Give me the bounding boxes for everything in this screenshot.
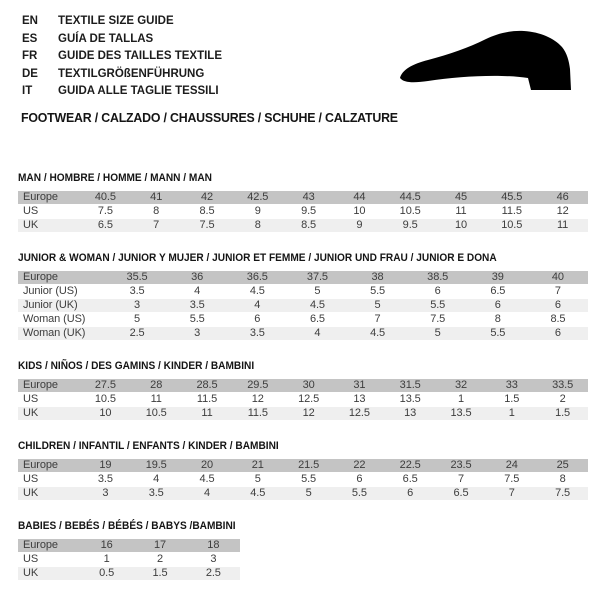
size-cell: 46 xyxy=(537,191,588,205)
size-cell: 36.5 xyxy=(227,271,287,285)
size-cell: 6 xyxy=(528,299,588,313)
size-cell: 7 xyxy=(131,219,182,233)
size-cell: 40.5 xyxy=(80,191,131,205)
table-row xyxy=(18,407,588,421)
size-cell: 1 xyxy=(80,553,133,567)
size-cell: 22 xyxy=(334,459,385,473)
size-cell: 10 xyxy=(334,205,385,219)
size-cell: 5 xyxy=(232,473,283,487)
size-cell: 31 xyxy=(334,379,385,393)
size-cell: 17 xyxy=(133,539,186,553)
size-cell: 29.5 xyxy=(232,379,283,393)
size-cell: 30 xyxy=(283,379,334,393)
size-cell: 5.5 xyxy=(468,327,528,341)
size-cell: 4 xyxy=(167,285,227,299)
size-cell: 8.5 xyxy=(182,205,233,219)
size-cell: 4 xyxy=(131,473,182,487)
size-cell: 2.5 xyxy=(107,327,167,341)
size-cell: 44.5 xyxy=(385,191,436,205)
row-label-cell: Woman (US) xyxy=(18,313,107,327)
size-cell: 38.5 xyxy=(408,271,468,285)
table-block-babies xyxy=(18,520,590,581)
size-cell: 11 xyxy=(537,219,588,233)
size-cell: 23.5 xyxy=(436,459,487,473)
size-cell: 1.5 xyxy=(486,393,537,407)
size-cell: 44 xyxy=(334,191,385,205)
size-cell: 5 xyxy=(408,327,468,341)
size-cell: 43 xyxy=(283,191,334,205)
size-cell: 3.5 xyxy=(227,327,287,341)
size-cell: 11 xyxy=(182,407,233,421)
size-cell: 7.5 xyxy=(182,219,233,233)
size-cell: 6.5 xyxy=(385,473,436,487)
language-label: GUÍA DE TALLAS xyxy=(58,32,154,45)
size-cell: 10.5 xyxy=(131,407,182,421)
size-cell: 12.5 xyxy=(334,407,385,421)
size-cell: 12 xyxy=(537,205,588,219)
size-cell: 4.5 xyxy=(287,299,347,313)
table-row xyxy=(18,285,588,299)
table-title: JUNIOR & WOMAN / JUNIOR Y MUJER / JUNIOR ET FEMME / JUNIOR UND FRAU / JUNIOR E DONA xyxy=(18,252,497,264)
table-row xyxy=(18,473,588,487)
size-cell: 7.5 xyxy=(486,473,537,487)
table-row xyxy=(18,393,588,407)
size-cell: 13 xyxy=(334,393,385,407)
size-cell: 1 xyxy=(436,393,487,407)
size-cell: 5 xyxy=(283,487,334,501)
size-cell: 10 xyxy=(436,219,487,233)
table-title: BABIES / BEBÉS / BÉBÉS / BABYS /BAMBINI xyxy=(18,520,236,532)
language-code: FR xyxy=(22,50,38,62)
size-cell: 6 xyxy=(528,327,588,341)
size-cell: 3.5 xyxy=(107,285,167,299)
size-cell: 7.5 xyxy=(537,487,588,501)
size-cell: 22.5 xyxy=(385,459,436,473)
language-row xyxy=(22,13,222,31)
size-cell: 3 xyxy=(167,327,227,341)
language-code: EN xyxy=(22,15,38,27)
language-row xyxy=(22,48,222,66)
table-row xyxy=(18,567,240,581)
size-cell: 6 xyxy=(385,487,436,501)
size-cell: 4.5 xyxy=(227,285,287,299)
table-row xyxy=(18,553,240,567)
size-cell: 3 xyxy=(80,487,131,501)
size-cell: 19.5 xyxy=(131,459,182,473)
table-block-children xyxy=(18,440,590,501)
row-label-cell: Junior (US) xyxy=(18,285,107,299)
size-cell: 8 xyxy=(232,219,283,233)
size-cell: 8 xyxy=(131,205,182,219)
language-code: ES xyxy=(22,32,38,45)
size-cell: 5 xyxy=(287,285,347,299)
size-cell: 8.5 xyxy=(283,219,334,233)
row-label-cell: Europe xyxy=(18,539,80,553)
size-cell: 0.5 xyxy=(80,567,133,581)
size-cell: 9.5 xyxy=(283,205,334,219)
size-cell: 1.5 xyxy=(133,567,186,581)
table-row xyxy=(18,219,588,233)
size-cell: 3.5 xyxy=(167,299,227,313)
dress-shoe-icon xyxy=(398,28,576,94)
size-cell: 7 xyxy=(528,285,588,299)
row-label-cell: UK xyxy=(18,487,80,501)
size-cell: 5.5 xyxy=(348,285,408,299)
size-cell: 11.5 xyxy=(182,393,233,407)
size-cell: 21.5 xyxy=(283,459,334,473)
size-cell: 8 xyxy=(468,313,528,327)
size-cell: 4 xyxy=(287,327,347,341)
row-label-cell: US xyxy=(18,553,80,567)
size-cell: 4 xyxy=(182,487,233,501)
size-cell: 45 xyxy=(436,191,487,205)
table-row xyxy=(18,487,588,501)
language-row xyxy=(22,31,222,49)
row-label-cell: Europe xyxy=(18,271,107,285)
size-cell: 5.5 xyxy=(408,299,468,313)
table-title: KIDS / NIÑOS / DES GAMINS / KINDER / BAMBINI xyxy=(18,360,255,372)
size-cell: 4.5 xyxy=(182,473,233,487)
language-label: TEXTILE SIZE GUIDE xyxy=(58,15,174,27)
size-cell: 8.5 xyxy=(528,313,588,327)
size-cell: 38 xyxy=(348,271,408,285)
size-cell: 12 xyxy=(283,407,334,421)
size-cell: 33 xyxy=(486,379,537,393)
size-cell: 13.5 xyxy=(385,393,436,407)
size-cell: 42.5 xyxy=(232,191,283,205)
language-row xyxy=(22,66,222,84)
size-cell: 3.5 xyxy=(131,487,182,501)
table-row xyxy=(18,327,588,341)
size-table-kids xyxy=(18,379,588,421)
language-code: IT xyxy=(22,85,33,97)
size-cell: 7 xyxy=(486,487,537,501)
row-label-cell: UK xyxy=(18,219,80,233)
size-cell: 5 xyxy=(348,299,408,313)
row-label-cell: Europe xyxy=(18,459,80,473)
size-table-babies xyxy=(18,539,240,581)
size-cell: 2.5 xyxy=(187,567,240,581)
size-cell: 35.5 xyxy=(107,271,167,285)
language-code: DE xyxy=(22,67,38,80)
size-cell: 40 xyxy=(528,271,588,285)
size-cell: 10 xyxy=(80,407,131,421)
size-cell: 6.5 xyxy=(436,487,487,501)
size-cell: 10.5 xyxy=(486,219,537,233)
size-cell: 12.5 xyxy=(283,393,334,407)
size-cell: 39 xyxy=(468,271,528,285)
size-cell: 28 xyxy=(131,379,182,393)
size-cell: 3.5 xyxy=(80,473,131,487)
size-cell: 1 xyxy=(486,407,537,421)
size-cell: 4.5 xyxy=(348,327,408,341)
size-cell: 6.5 xyxy=(468,285,528,299)
row-label-cell: Woman (UK) xyxy=(18,327,107,341)
size-cell: 41 xyxy=(131,191,182,205)
size-tables xyxy=(18,172,590,600)
row-label-cell: UK xyxy=(18,567,80,581)
table-row xyxy=(18,459,588,473)
size-cell: 5 xyxy=(107,313,167,327)
size-cell: 7 xyxy=(348,313,408,327)
size-cell: 2 xyxy=(133,553,186,567)
size-cell: 13.5 xyxy=(436,407,487,421)
row-label-cell: Junior (UK) xyxy=(18,299,107,313)
table-row xyxy=(18,271,588,285)
size-cell: 2 xyxy=(537,393,588,407)
table-row xyxy=(18,539,240,553)
size-cell: 11.5 xyxy=(486,205,537,219)
size-cell: 27.5 xyxy=(80,379,131,393)
size-cell: 8 xyxy=(537,473,588,487)
row-label-cell: Europe xyxy=(18,191,80,205)
size-cell: 20 xyxy=(182,459,233,473)
size-table-man xyxy=(18,191,588,233)
size-cell: 4.5 xyxy=(232,487,283,501)
size-cell: 18 xyxy=(187,539,240,553)
size-cell: 5.5 xyxy=(167,313,227,327)
size-cell: 37.5 xyxy=(287,271,347,285)
size-cell: 4 xyxy=(227,299,287,313)
language-label: GUIDE DES TAILLES TEXTILE xyxy=(58,50,222,62)
size-cell: 45.5 xyxy=(486,191,537,205)
size-cell: 6 xyxy=(227,313,287,327)
size-cell: 9 xyxy=(334,219,385,233)
language-list xyxy=(22,13,222,101)
size-cell: 9.5 xyxy=(385,219,436,233)
size-cell: 6.5 xyxy=(287,313,347,327)
size-cell: 7 xyxy=(436,473,487,487)
size-cell: 28.5 xyxy=(182,379,233,393)
table-block-kids xyxy=(18,360,590,421)
size-cell: 11.5 xyxy=(232,407,283,421)
size-cell: 10.5 xyxy=(385,205,436,219)
size-cell: 19 xyxy=(80,459,131,473)
size-cell: 6.5 xyxy=(80,219,131,233)
size-cell: 32 xyxy=(436,379,487,393)
size-cell: 31.5 xyxy=(385,379,436,393)
size-cell: 9 xyxy=(232,205,283,219)
size-cell: 33.5 xyxy=(537,379,588,393)
size-cell: 5.5 xyxy=(334,487,385,501)
size-cell: 6 xyxy=(468,299,528,313)
table-row xyxy=(18,299,588,313)
size-cell: 21 xyxy=(232,459,283,473)
size-cell: 42 xyxy=(182,191,233,205)
size-cell: 6 xyxy=(334,473,385,487)
row-label-cell: Europe xyxy=(18,379,80,393)
size-cell: 11 xyxy=(436,205,487,219)
size-table-children xyxy=(18,459,588,501)
size-cell: 24 xyxy=(486,459,537,473)
size-cell: 6 xyxy=(408,285,468,299)
table-title: CHILDREN / INFANTIL / ENFANTS / KINDER / BAMBINI xyxy=(18,440,279,452)
size-cell: 10.5 xyxy=(80,393,131,407)
table-block-junior-woman xyxy=(18,252,590,341)
size-cell: 7.5 xyxy=(80,205,131,219)
table-row xyxy=(18,191,588,205)
size-cell: 3 xyxy=(187,553,240,567)
size-cell: 12 xyxy=(232,393,283,407)
table-row xyxy=(18,379,588,393)
row-label-cell: US xyxy=(18,393,80,407)
row-label-cell: US xyxy=(18,205,80,219)
table-row xyxy=(18,313,588,327)
category-title: FOOTWEAR / CALZADO / CHAUSSURES / SCHUHE / CALZATURE xyxy=(21,110,398,125)
size-cell: 13 xyxy=(385,407,436,421)
row-label-cell: UK xyxy=(18,407,80,421)
size-cell: 3 xyxy=(107,299,167,313)
language-row xyxy=(22,83,222,101)
size-cell: 5.5 xyxy=(283,473,334,487)
size-cell: 36 xyxy=(167,271,227,285)
language-label: TEXTILGRÖßENFÜHRUNG xyxy=(58,67,205,80)
table-block-man xyxy=(18,172,590,233)
size-cell: 11 xyxy=(131,393,182,407)
size-cell: 7.5 xyxy=(408,313,468,327)
size-table-junior-woman xyxy=(18,271,588,341)
language-label: GUIDA ALLE TAGLIE TESSILI xyxy=(58,85,219,97)
size-cell: 25 xyxy=(537,459,588,473)
row-label-cell: US xyxy=(18,473,80,487)
size-cell: 1.5 xyxy=(537,407,588,421)
size-cell: 16 xyxy=(80,539,133,553)
table-title: MAN / HOMBRE / HOMME / MANN / MAN xyxy=(18,172,212,184)
table-row xyxy=(18,205,588,219)
